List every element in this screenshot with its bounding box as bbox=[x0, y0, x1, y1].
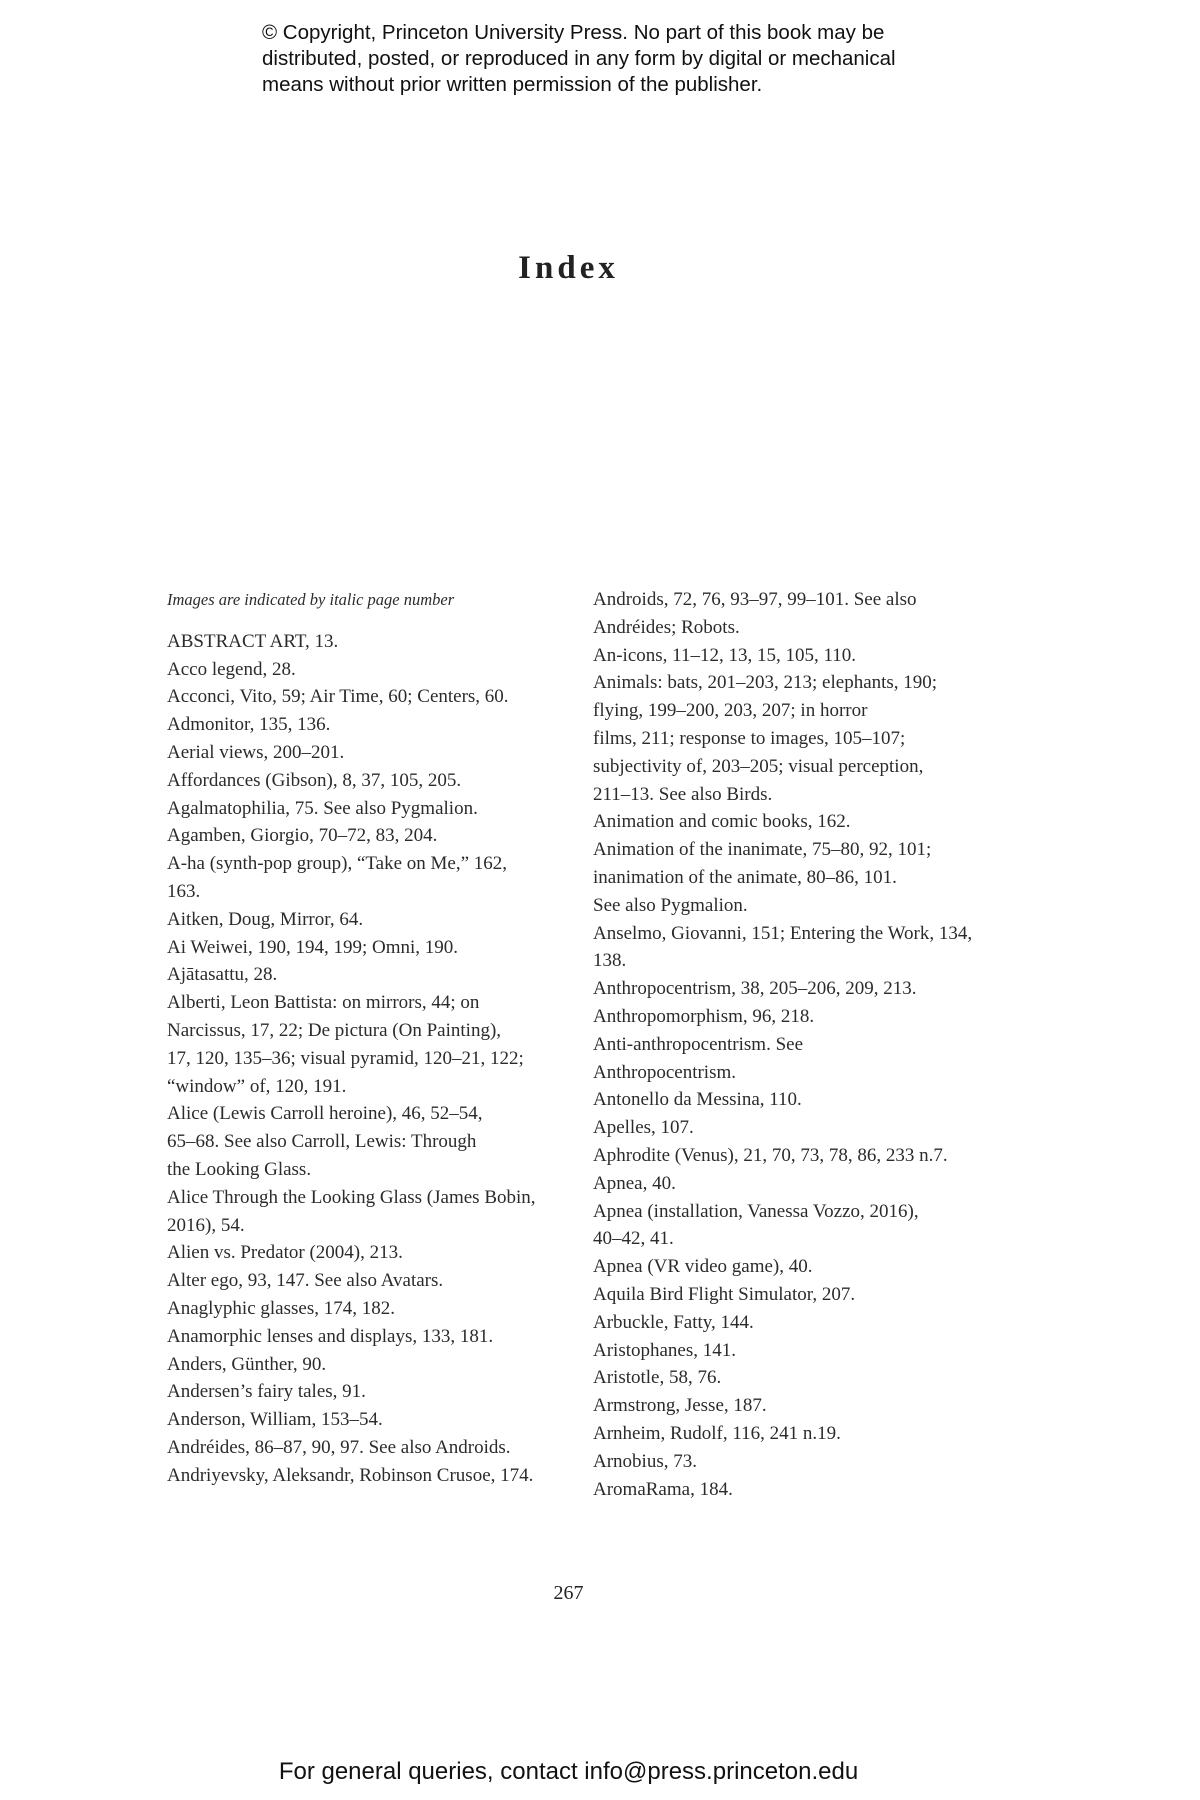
index-entry bbox=[593, 1337, 1013, 1365]
index-entry-line: Acconci, Vito, 59; Air Time, 60; Centers, 60. bbox=[167, 686, 509, 708]
index-entry-line: Arbuckle, Fatty, 144. bbox=[593, 1311, 754, 1333]
index-entry-list bbox=[167, 628, 587, 1490]
index-entry-line: 17, 120, 135–36; visual pyramid, 120–21, 122; bbox=[167, 1047, 524, 1069]
index-entry-line: Anamorphic lenses and displays, 133, 181. bbox=[167, 1325, 494, 1347]
index-entry-line: Aitken, Doug, Mirror, 64. bbox=[167, 908, 364, 930]
index-entry bbox=[167, 1295, 587, 1323]
index-entry-line: Alter ego, 93, 147. See also Avatars. bbox=[167, 1270, 444, 1292]
index-entry bbox=[593, 1281, 1013, 1309]
index-entry bbox=[593, 1198, 1013, 1254]
index-entry bbox=[167, 1351, 587, 1379]
index-entry-line: Aphrodite (Venus), 21, 70, 73, 78, 86, 233 n.7. bbox=[593, 1144, 948, 1166]
index-note: Images are indicated by italic page number bbox=[167, 590, 455, 609]
index-entry bbox=[593, 920, 1013, 976]
index-entry-line: A-ha (synth-pop group), “Take on Me,” 162, bbox=[167, 853, 508, 875]
index-entry-line: Acco legend, 28. bbox=[167, 658, 296, 680]
index-entry bbox=[593, 1003, 1013, 1031]
index-entry-line: Anthropocentrism, 38, 205–206, 209, 213. bbox=[593, 978, 917, 1000]
index-entry bbox=[167, 906, 587, 934]
index-entry bbox=[593, 1309, 1013, 1337]
index-entry-line: Admonitor, 135, 136. bbox=[167, 714, 331, 736]
index-entry-line: flying, 199–200, 203, 207; in horror bbox=[593, 700, 868, 722]
index-entry-line: the Looking Glass. bbox=[167, 1158, 312, 1180]
index-entry-line: 40–42, 41. bbox=[593, 1228, 674, 1250]
index-entry bbox=[167, 961, 587, 989]
page-number: 267 bbox=[553, 1582, 584, 1604]
index-entry-line: Armstrong, Jesse, 187. bbox=[593, 1395, 767, 1417]
index-entry-line: Agalmatophilia, 75. See also Pygmalion. bbox=[167, 797, 478, 819]
index-entry-line: Aristotle, 58, 76. bbox=[593, 1367, 722, 1389]
index-entry-line: Animals: bats, 201–203, 213; elephants, 190; bbox=[593, 672, 938, 694]
index-entry bbox=[593, 586, 1013, 642]
index-entry-line: 65–68. See also Carroll, Lewis: Through bbox=[167, 1131, 477, 1153]
index-entry-line: 138. bbox=[593, 950, 627, 972]
index-entry-line: inanimation of the animate, 80–86, 101. bbox=[593, 866, 897, 888]
index-entry-line: Anthropomorphism, 96, 218. bbox=[593, 1005, 815, 1027]
index-entry bbox=[167, 683, 587, 711]
index-entry-line: Anaglyphic glasses, 174, 182. bbox=[167, 1297, 395, 1319]
index-entry-line: Narcissus, 17, 22; De pictura (On Painting), bbox=[167, 1019, 502, 1041]
page-title: Index bbox=[518, 250, 619, 286]
index-entry bbox=[167, 934, 587, 962]
index-entry bbox=[593, 1253, 1013, 1281]
index-entry bbox=[593, 642, 1013, 670]
index-entry-line: Apnea (installation, Vanessa Vozzo, 2016), bbox=[593, 1200, 919, 1222]
index-entry bbox=[593, 1086, 1013, 1114]
index-entry bbox=[593, 1142, 1013, 1170]
index-entry-line: Arnobius, 73. bbox=[593, 1450, 697, 1472]
index-entry-line: Affordances (Gibson), 8, 37, 105, 205. bbox=[167, 769, 462, 791]
index-entry-line: 2016), 54. bbox=[167, 1214, 245, 1236]
contact-footer: For general queries, contact info@press.princeton.edu bbox=[278, 1758, 859, 1785]
index-entry bbox=[167, 711, 587, 739]
index-entry bbox=[167, 1462, 587, 1490]
index-entry bbox=[593, 1448, 1013, 1476]
index-entry bbox=[167, 628, 587, 656]
index-entry bbox=[593, 1476, 1013, 1504]
index-entry-line: Alberti, Leon Battista: on mirrors, 44; on bbox=[167, 992, 480, 1014]
index-entry bbox=[167, 850, 587, 906]
index-entry-line: Alice Through the Looking Glass (James Bobin, bbox=[167, 1186, 536, 1208]
index-entry bbox=[167, 795, 587, 823]
index-entry-line: Ajātasattu, 28. bbox=[167, 964, 278, 986]
index-entry-line: Androids, 72, 76, 93–97, 99–101. See also bbox=[593, 589, 917, 610]
index-entry-line: An-icons, 11–12, 13, 15, 105, 110. bbox=[593, 644, 856, 666]
index-entry bbox=[167, 767, 587, 795]
index-entry bbox=[167, 989, 587, 1100]
index-entry-line: Apnea (VR video game), 40. bbox=[593, 1256, 813, 1278]
index-entry-line: subjectivity of, 203–205; visual perception, bbox=[593, 755, 924, 777]
index-entry bbox=[593, 836, 1013, 919]
copyright-line: means without prior written permission of the publisher. bbox=[262, 73, 763, 96]
index-entry-line: Andriyevsky, Aleksandr, Robinson Crusoe, 174. bbox=[167, 1464, 534, 1486]
index-entry-line: Antonello da Messina, 110. bbox=[593, 1089, 802, 1111]
index-entry bbox=[167, 1378, 587, 1406]
index-entry bbox=[167, 1323, 587, 1351]
copyright-notice bbox=[262, 20, 1022, 98]
index-entry bbox=[167, 1100, 587, 1183]
index-entry-line: See also Pygmalion. bbox=[593, 894, 748, 916]
index-entry bbox=[167, 1239, 587, 1267]
index-entry-line: Aristophanes, 141. bbox=[593, 1339, 737, 1361]
index-entry-line: Animation of the inanimate, 75–80, 92, 101; bbox=[593, 839, 932, 861]
index-entry-line: Apelles, 107. bbox=[593, 1117, 694, 1139]
index-entry-line: 211–13. See also Birds. bbox=[593, 783, 773, 805]
index-entry bbox=[593, 1031, 1013, 1087]
index-entry bbox=[593, 1392, 1013, 1420]
index-entry-line: Andréides; Robots. bbox=[593, 616, 740, 638]
index-entry-line: Alien vs. Predator (2004), 213. bbox=[167, 1242, 403, 1264]
index-entry bbox=[593, 1364, 1013, 1392]
index-entry-line: Animation and comic books, 162. bbox=[593, 811, 851, 833]
index-entry-line: Anders, Günther, 90. bbox=[167, 1353, 327, 1375]
index-entry bbox=[167, 1434, 587, 1462]
index-entry bbox=[167, 1184, 587, 1240]
index-entry-line: Andersen’s fairy tales, 91. bbox=[167, 1381, 366, 1403]
index-entry bbox=[167, 739, 587, 767]
index-entry-line: Ai Weiwei, 190, 194, 199; Omni, 190. bbox=[167, 936, 459, 958]
index-entry-line: Anthropocentrism. bbox=[593, 1061, 737, 1083]
index-column-left bbox=[167, 586, 587, 1490]
index-entry bbox=[167, 1406, 587, 1434]
index-entry-line: Agamben, Giorgio, 70–72, 83, 204. bbox=[167, 825, 438, 847]
index-entry bbox=[593, 669, 1013, 808]
copyright-line: © Copyright, Princeton University Press. No part of this book may be bbox=[262, 21, 885, 44]
index-entry bbox=[593, 975, 1013, 1003]
index-entry bbox=[593, 808, 1013, 836]
index-entry-line: Anselmo, Giovanni, 151; Entering the Work, 134, bbox=[593, 922, 973, 944]
index-entry-line: 163. bbox=[167, 880, 201, 902]
index-entry-line: Aquila Bird Flight Simulator, 207. bbox=[593, 1283, 856, 1305]
copyright-line: distributed, posted, or reproduced in any form by digital or mechanical bbox=[262, 47, 896, 70]
index-entry-list bbox=[593, 586, 1013, 1503]
index-entry bbox=[167, 822, 587, 850]
index-entry-line: films, 211; response to images, 105–107; bbox=[593, 727, 906, 749]
index-entry bbox=[593, 1114, 1013, 1142]
index-entry-line: Andréides, 86–87, 90, 97. See also Androids. bbox=[167, 1436, 511, 1458]
index-entry-line: Arnheim, Rudolf, 116, 241 n.19. bbox=[593, 1422, 841, 1444]
index-entry-line: Alice (Lewis Carroll heroine), 46, 52–54, bbox=[167, 1103, 483, 1125]
index-column-right bbox=[593, 586, 1013, 1503]
index-entry bbox=[167, 656, 587, 684]
index-entry-line: ABSTRACT ART, 13. bbox=[167, 630, 339, 652]
index-entry bbox=[593, 1170, 1013, 1198]
index-entry-line: Aerial views, 200–201. bbox=[167, 741, 345, 763]
index-entry-line: Anderson, William, 153–54. bbox=[167, 1409, 383, 1431]
index-entry-line: Apnea, 40. bbox=[593, 1172, 676, 1194]
index-entry bbox=[593, 1420, 1013, 1448]
index-entry-line: Anti-anthropocentrism. See bbox=[593, 1033, 804, 1055]
index-entry bbox=[167, 1267, 587, 1295]
index-entry-line: “window” of, 120, 191. bbox=[167, 1075, 347, 1097]
index-entry-line: AromaRama, 184. bbox=[593, 1478, 733, 1500]
